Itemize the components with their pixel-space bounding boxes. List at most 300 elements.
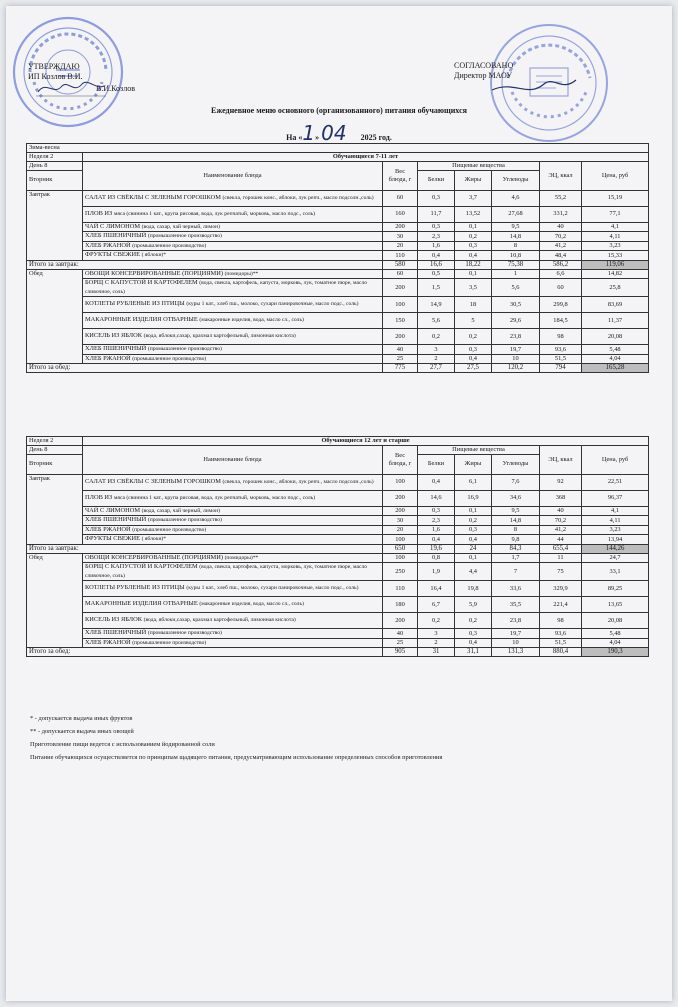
cell-weight: 200 — [383, 613, 418, 629]
cell-protein: 2,3 — [418, 516, 455, 526]
dish-name: САЛАТ ИЗ СВЁКЛЫ С ЗЕЛЕНЫМ ГОРОШКОМ — [85, 477, 221, 485]
cell-fat: 0,1 — [455, 553, 492, 563]
dish-name: ХЛЕБ РЖАНОЙ — [85, 241, 131, 249]
cell-energy: 6,6 — [540, 269, 582, 279]
approve-right-name: Директор МАОУ — [454, 71, 512, 80]
cell-fat: 6,1 — [455, 474, 492, 490]
cell-carbs: 1 — [492, 269, 540, 279]
dish-cell — [83, 613, 383, 629]
col-carbs: Углеводы — [492, 170, 540, 190]
total-label: Итого за завтрак: — [27, 260, 383, 269]
meal-name: Обед — [27, 269, 83, 364]
total-carbs: 131,3 — [492, 648, 540, 657]
menu-row — [27, 506, 649, 516]
total-carbs: 120,2 — [492, 364, 540, 373]
total-fat: 27,5 — [455, 364, 492, 373]
dish-cell — [83, 563, 383, 581]
cell-fat: 0,3 — [455, 241, 492, 251]
cell-fat: 0,1 — [455, 269, 492, 279]
note-1: * - допускается выдача иных фруктов — [30, 715, 133, 722]
menu-row — [27, 206, 649, 222]
total-energy: 655,4 — [540, 544, 582, 553]
cell-protein: 2,3 — [418, 232, 455, 242]
cell-price: 4,11 — [582, 516, 649, 526]
cell-weight: 20 — [383, 241, 418, 251]
dish-description: (промышленное производство) — [147, 346, 222, 352]
cell-carbs: 23,8 — [492, 613, 540, 629]
cell-price: 22,51 — [582, 474, 649, 490]
menu-row — [27, 222, 649, 232]
dish-name: ПЛОВ ИЗ — [85, 493, 113, 501]
cell-energy: 98 — [540, 613, 582, 629]
cell-weight: 100 — [383, 535, 418, 545]
dish-name: САЛАТ ИЗ СВЁКЛЫ С ЗЕЛЕНЫМ ГОРОШКОМ — [85, 193, 221, 201]
total-label: Итого за завтрак: — [27, 544, 383, 553]
dish-cell — [83, 313, 383, 329]
cell-price: 25,8 — [582, 279, 649, 297]
cell-energy: 44 — [540, 535, 582, 545]
approve-left-title: УТВЕРЖДАЮ — [28, 62, 80, 71]
cell-energy: 93,6 — [540, 629, 582, 639]
dish-name: ОВОЩИ КОНСЕРВИРОВАННЫЕ (ПОРЦИЯМИ) — [85, 269, 223, 277]
cell-protein: 2 — [418, 638, 455, 648]
col-nutrients: Пищевые вещества — [418, 162, 540, 171]
cell-weight: 200 — [383, 222, 418, 232]
cell-fat: 0,4 — [455, 535, 492, 545]
menu-table-1 — [26, 143, 649, 373]
dish-description: мяса (свинина 1 кат., крупа рисовая, вода, лук репчатый, морковь, масло подс., соль) — [113, 210, 316, 217]
dish-cell — [83, 251, 383, 261]
menu-document — [6, 6, 672, 1001]
meal-name: Обед — [27, 553, 83, 648]
dish-cell — [83, 535, 383, 545]
cell-weight: 200 — [383, 506, 418, 516]
cell-carbs: 23,8 — [492, 329, 540, 345]
total-fat: 31,1 — [455, 648, 492, 657]
section-header: Обучающиеся 7-11 лет — [83, 153, 649, 162]
dish-name: КИСЕЛЬ ИЗ ЯБЛОК — [85, 332, 142, 340]
cell-energy: 41,2 — [540, 525, 582, 535]
cell-weight: 100 — [383, 474, 418, 490]
dish-cell — [83, 269, 383, 279]
cell-carbs: 9,8 — [492, 535, 540, 545]
cell-fat: 0,4 — [455, 638, 492, 648]
cell-protein: 14,6 — [418, 490, 455, 506]
cell-weight: 200 — [383, 490, 418, 506]
cell-price: 3,23 — [582, 241, 649, 251]
cell-carbs: 4,6 — [492, 190, 540, 206]
dish-description: (свекла, горошек конс., яблоки, лук репч., масло подсолн.,соль) — [222, 194, 374, 201]
cell-weight: 110 — [383, 251, 418, 261]
total-row — [27, 364, 649, 373]
dish-description: (вода, сахар, чай черный, лимон) — [141, 223, 220, 230]
dish-cell — [83, 345, 383, 355]
cell-protein: 3 — [418, 629, 455, 639]
dish-cell — [83, 279, 383, 297]
dish-name: КИСЕЛЬ ИЗ ЯБЛОК — [85, 616, 142, 624]
cell-protein: 0,2 — [418, 329, 455, 345]
dish-cell — [83, 506, 383, 516]
dish-cell — [83, 597, 383, 613]
cell-price: 15,33 — [582, 251, 649, 261]
menu-row — [27, 190, 649, 206]
dish-name: МАКАРОННЫЕ ИЗДЕЛИЯ ОТВАРНЫЕ — [85, 316, 198, 324]
cell-protein: 1,9 — [418, 563, 455, 581]
cell-energy: 40 — [540, 222, 582, 232]
cell-carbs: 10 — [492, 354, 540, 364]
meal-name: Завтрак — [27, 474, 83, 544]
cell-price: 4,1 — [582, 222, 649, 232]
dish-name: МАКАРОННЫЕ ИЗДЕЛИЯ ОТВАРНЫЕ — [85, 600, 198, 608]
total-weight: 905 — [383, 648, 418, 657]
cell-fat: 18 — [455, 297, 492, 313]
menu-row — [27, 597, 649, 613]
cell-energy: 368 — [540, 490, 582, 506]
cell-weight: 60 — [383, 190, 418, 206]
menu-row — [27, 297, 649, 313]
dish-name: ХЛЕБ ПШЕНИЧНЫЙ — [85, 516, 147, 523]
col-fat: Жиры — [455, 454, 492, 474]
dish-name: БОРЩ С КАПУСТОЙ И КАРТОФЕЛЕМ — [85, 279, 198, 286]
col-price: Цена, руб — [582, 446, 649, 475]
cell-protein: 0,4 — [418, 535, 455, 545]
cell-price: 4,04 — [582, 638, 649, 648]
col-energy: ЭЦ, ккал — [540, 162, 582, 191]
cell-fat: 19,8 — [455, 581, 492, 597]
dish-cell — [83, 525, 383, 535]
total-label: Итого за обед: — [27, 364, 383, 373]
cell-protein: 0,2 — [418, 613, 455, 629]
cell-energy: 299,8 — [540, 297, 582, 313]
approve-right-title: СОГЛАСОВАНО — [454, 61, 514, 70]
total-weight: 580 — [383, 260, 418, 269]
weekday: Вторник — [27, 170, 83, 190]
total-protein: 19,6 — [418, 544, 455, 553]
cell-energy: 55,2 — [540, 190, 582, 206]
cell-weight: 30 — [383, 516, 418, 526]
cell-energy: 92 — [540, 474, 582, 490]
document-title: Ежедневное меню основного (организованного) питания обучающихся — [211, 106, 467, 115]
cell-energy: 75 — [540, 563, 582, 581]
dish-description: (свекла, горошек конс., яблоки, лук репч., масло подсолн.,соль) — [222, 478, 374, 485]
dish-name: БОРЩ С КАПУСТОЙ И КАРТОФЕЛЕМ — [85, 563, 198, 570]
menu-row — [27, 279, 649, 297]
cell-protein: 0,5 — [418, 269, 455, 279]
dish-cell — [83, 232, 383, 242]
cell-protein: 3 — [418, 345, 455, 355]
cell-carbs: 19,7 — [492, 345, 540, 355]
dish-description: (куры 1 кат., хлеб пш., молоко, сухари панировочные, масло подс., соль) — [186, 585, 359, 592]
col-nutrients: Пищевые вещества — [418, 446, 540, 455]
cell-protein: 0,4 — [418, 474, 455, 490]
menu-row — [27, 525, 649, 535]
cell-carbs: 7,6 — [492, 474, 540, 490]
cell-carbs: 5,6 — [492, 279, 540, 297]
dish-description: (макаронные изделия, вода, масло сл., соль) — [199, 601, 304, 608]
cell-energy: 98 — [540, 329, 582, 345]
section-header: Обучающиеся 12 лет и старше — [83, 437, 649, 446]
cell-price: 77,1 — [582, 206, 649, 222]
cell-carbs: 30,5 — [492, 297, 540, 313]
dish-description: (промышленное производство) — [147, 517, 222, 523]
cell-energy: 184,5 — [540, 313, 582, 329]
day: День 8 — [27, 162, 83, 171]
dish-cell — [83, 553, 383, 563]
col-carbs: Углеводы — [492, 454, 540, 474]
cell-weight: 110 — [383, 581, 418, 597]
menu-row — [27, 251, 649, 261]
cell-carbs: 1,7 — [492, 553, 540, 563]
cell-energy: 40 — [540, 506, 582, 516]
total-energy: 880,4 — [540, 648, 582, 657]
dish-name: ЧАЙ С ЛИМОНОМ — [85, 506, 141, 514]
cell-weight: 160 — [383, 206, 418, 222]
cell-weight: 60 — [383, 269, 418, 279]
dish-name: КОТЛЕТЫ РУБЛЕНЫЕ ИЗ ПТИЦЫ — [85, 584, 185, 592]
note-4: Питание обучающихся осуществляется по принципам щадящего питания, предусматривающим использование определенных способов приготовления — [30, 754, 443, 761]
cell-weight: 200 — [383, 329, 418, 345]
dish-name: ЧАЙ С ЛИМОНОМ — [85, 222, 141, 230]
cell-carbs: 8 — [492, 525, 540, 535]
cell-fat: 3,7 — [455, 190, 492, 206]
cell-protein: 0,3 — [418, 190, 455, 206]
dish-description: (промышленное производство) — [132, 355, 207, 362]
cell-protein: 0,3 — [418, 222, 455, 232]
cell-fat: 0,3 — [455, 525, 492, 535]
dish-name: ХЛЕБ РЖАНОЙ — [85, 638, 131, 646]
menu-row — [27, 638, 649, 648]
cell-protein: 11,7 — [418, 206, 455, 222]
cell-protein: 0,3 — [418, 506, 455, 516]
cell-protein: 1,6 — [418, 525, 455, 535]
col-energy: ЭЦ, ккал — [540, 446, 582, 475]
col-dish: Наименование блюда — [83, 162, 383, 191]
cell-protein: 6,7 — [418, 597, 455, 613]
cell-fat: 0,4 — [455, 251, 492, 261]
menu-row — [27, 269, 649, 279]
cell-fat: 5 — [455, 313, 492, 329]
cell-fat: 0,3 — [455, 629, 492, 639]
cell-fat: 3,5 — [455, 279, 492, 297]
cell-carbs: 10 — [492, 638, 540, 648]
cell-price: 24,7 — [582, 553, 649, 563]
cell-protein: 0,8 — [418, 553, 455, 563]
dish-name: ПЛОВ ИЗ — [85, 209, 113, 217]
dish-name: ОВОЩИ КОНСЕРВИРОВАННЫЕ (ПОРЦИЯМИ) — [85, 553, 223, 561]
cell-weight: 25 — [383, 638, 418, 648]
total-price: 165,28 — [582, 364, 649, 373]
cell-price: 11,37 — [582, 313, 649, 329]
menu-row — [27, 232, 649, 242]
cell-carbs: 27,68 — [492, 206, 540, 222]
menu-row — [27, 613, 649, 629]
dish-description: (вода, свекла, картофель, капуста, морковь, лук, томатное пюре, масло сливочное, соль) — [85, 564, 368, 579]
cell-fat: 0,2 — [455, 516, 492, 526]
week: Неделя 2 — [27, 437, 83, 446]
cell-energy: 51,5 — [540, 638, 582, 648]
meal-name: Завтрак — [27, 190, 83, 260]
dish-cell — [83, 474, 383, 490]
cell-price: 83,69 — [582, 297, 649, 313]
cell-price: 96,37 — [582, 490, 649, 506]
approve-left — [28, 62, 83, 82]
cell-protein: 2 — [418, 354, 455, 364]
cell-carbs: 14,8 — [492, 516, 540, 526]
cell-price: 14,82 — [582, 269, 649, 279]
date-day: 1 — [302, 121, 316, 145]
dish-cell — [83, 206, 383, 222]
cell-price: 4,1 — [582, 506, 649, 516]
cell-carbs: 29,6 — [492, 313, 540, 329]
col-fat: Жиры — [455, 170, 492, 190]
cell-energy: 70,2 — [540, 516, 582, 526]
col-protein: Белки — [418, 170, 455, 190]
dish-cell — [83, 222, 383, 232]
total-price: 144,26 — [582, 544, 649, 553]
total-price: 190,3 — [582, 648, 649, 657]
cell-weight: 100 — [383, 553, 418, 563]
dish-cell — [83, 581, 383, 597]
menu-row — [27, 313, 649, 329]
cell-weight: 40 — [383, 345, 418, 355]
menu-row — [27, 581, 649, 597]
dish-cell — [83, 354, 383, 364]
note-2: ** - допускается выдача иных овощей — [30, 728, 134, 735]
cell-price: 4,04 — [582, 354, 649, 364]
dish-cell — [83, 629, 383, 639]
dish-cell — [83, 329, 383, 345]
dish-description: (вода, яблоки,сахар, крахмал картофельный, лимонная кислота) — [143, 617, 296, 624]
dish-description: (промышленное производство) — [132, 639, 207, 646]
menu-row — [27, 354, 649, 364]
dish-description: (промышленное производство) — [147, 233, 222, 239]
dish-description: мяса (свинина 1 кат., крупа рисовая, вода, лук репчатый, морковь, масло подс., соль) — [113, 494, 316, 501]
cell-carbs: 8 — [492, 241, 540, 251]
cell-weight: 200 — [383, 279, 418, 297]
dish-description: ( яблоки)* — [141, 536, 167, 542]
cell-fat: 16,9 — [455, 490, 492, 506]
cell-fat: 0,2 — [455, 232, 492, 242]
menu-row — [27, 345, 649, 355]
cell-weight: 250 — [383, 563, 418, 581]
cell-carbs: 7 — [492, 563, 540, 581]
total-label: Итого за обед: — [27, 648, 383, 657]
cell-fat: 0,1 — [455, 222, 492, 232]
dish-cell — [83, 241, 383, 251]
dish-name: ХЛЕБ ПШЕНИЧНЫЙ — [85, 232, 147, 239]
cell-carbs: 9,5 — [492, 506, 540, 516]
dish-cell — [83, 190, 383, 206]
col-price: Цена, руб — [582, 162, 649, 191]
cell-weight: 150 — [383, 313, 418, 329]
dish-cell — [83, 516, 383, 526]
dish-cell — [83, 638, 383, 648]
cell-energy: 11 — [540, 553, 582, 563]
dish-description: (промышленное производство) — [132, 242, 207, 249]
date-year: 2025 год. — [360, 133, 392, 142]
cell-carbs: 35,5 — [492, 597, 540, 613]
cell-weight: 20 — [383, 525, 418, 535]
total-weight: 775 — [383, 364, 418, 373]
cell-energy: 41,2 — [540, 241, 582, 251]
cell-price: 3,23 — [582, 525, 649, 535]
cell-fat: 4,4 — [455, 563, 492, 581]
total-fat: 18,22 — [455, 260, 492, 269]
total-energy: 794 — [540, 364, 582, 373]
total-weight: 650 — [383, 544, 418, 553]
date-month: 04 — [321, 121, 347, 145]
cell-price: 13,94 — [582, 535, 649, 545]
dish-description: (помидоры)** — [224, 554, 259, 561]
total-carbs: 84,3 — [492, 544, 540, 553]
total-row — [27, 544, 649, 553]
approve-right — [454, 61, 513, 81]
dish-description: (промышленное производство) — [147, 630, 222, 636]
cell-carbs: 9,5 — [492, 222, 540, 232]
menu-row — [27, 535, 649, 545]
weekday: Вторник — [27, 454, 83, 474]
cell-energy: 51,5 — [540, 354, 582, 364]
cell-fat: 5,9 — [455, 597, 492, 613]
col-protein: Белки — [418, 454, 455, 474]
dish-description: (помидоры)** — [224, 270, 259, 277]
cell-protein: 16,4 — [418, 581, 455, 597]
cell-carbs: 14,8 — [492, 232, 540, 242]
cell-weight: 30 — [383, 232, 418, 242]
menu-row — [27, 563, 649, 581]
week: Неделя 2 — [27, 153, 83, 162]
cell-energy: 331,2 — [540, 206, 582, 222]
total-row — [27, 648, 649, 657]
cell-energy: 93,6 — [540, 345, 582, 355]
total-fat: 24 — [455, 544, 492, 553]
cell-energy: 70,2 — [540, 232, 582, 242]
cell-price: 20,08 — [582, 613, 649, 629]
cell-protein: 1,6 — [418, 241, 455, 251]
cell-energy: 60 — [540, 279, 582, 297]
total-protein: 27,7 — [418, 364, 455, 373]
cell-protein: 0,4 — [418, 251, 455, 261]
dish-description: (вода, сахар, чай черный, лимон) — [141, 507, 220, 514]
dish-description: (макаронные изделия, вода, масло сл., соль) — [199, 317, 304, 324]
approve-left-sign: В.И.Козлов — [96, 84, 135, 93]
dish-name: ХЛЕБ РЖАНОЙ — [85, 525, 131, 533]
total-carbs: 75,38 — [492, 260, 540, 269]
total-energy: 586,2 — [540, 260, 582, 269]
col-weight: Вес блюда, г — [383, 162, 418, 191]
cell-price: 4,11 — [582, 232, 649, 242]
cell-fat: 0,2 — [455, 613, 492, 629]
dish-name: ХЛЕБ РЖАНОЙ — [85, 354, 131, 362]
notes — [30, 712, 442, 764]
cell-price: 15,19 — [582, 190, 649, 206]
dish-name: ФРУКТЫ СВЕЖИЕ — [85, 251, 140, 258]
cell-price: 5,48 — [582, 345, 649, 355]
menu-row — [27, 474, 649, 490]
menu-row — [27, 329, 649, 345]
cell-price: 89,25 — [582, 581, 649, 597]
cell-fat: 0,4 — [455, 354, 492, 364]
document-date: На «1» 04 2025 год. — [286, 121, 392, 145]
dish-name: ХЛЕБ ПШЕНИЧНЫЙ — [85, 629, 147, 636]
cell-protein: 1,5 — [418, 279, 455, 297]
col-dish: Наименование блюда — [83, 446, 383, 475]
dish-description: ( яблоки)* — [141, 252, 167, 258]
total-protein: 31 — [418, 648, 455, 657]
menu-row — [27, 241, 649, 251]
menu-row — [27, 629, 649, 639]
total-protein: 16,6 — [418, 260, 455, 269]
